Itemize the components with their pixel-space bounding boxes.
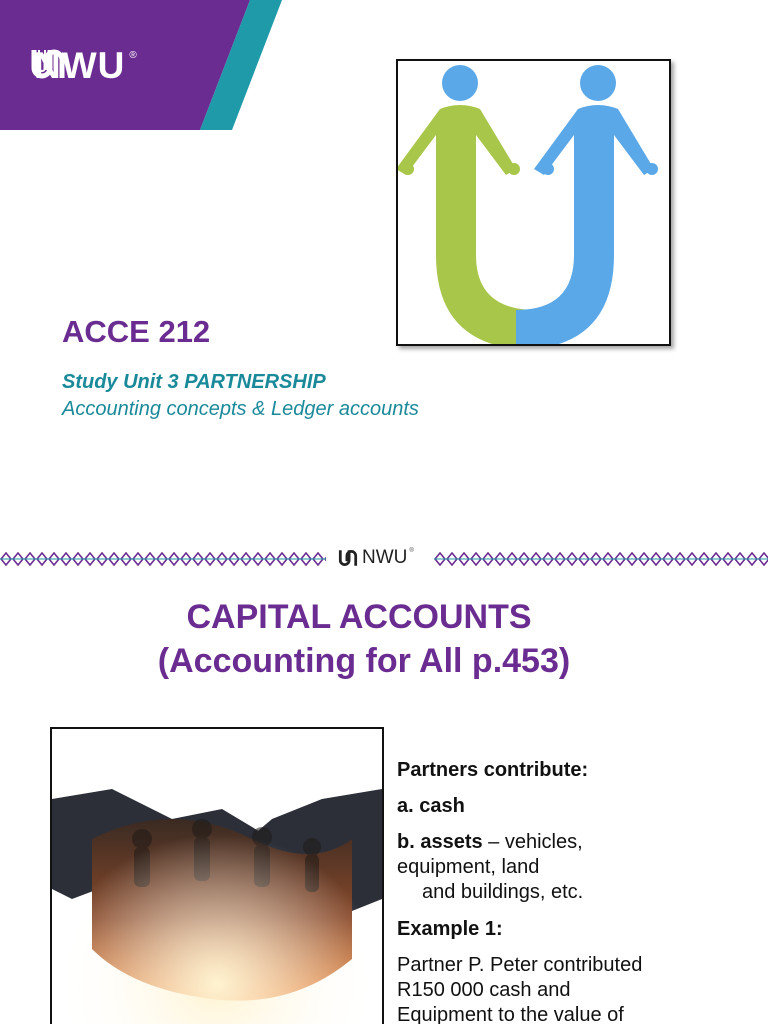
example-line2: R150 000 cash and [397,979,571,1001]
logo-wordmark: NWU [34,45,126,86]
handshake-icon [52,729,382,1024]
course-code: ACCE 212 [62,314,211,349]
registered-mark: ® [409,548,414,554]
item-assets [397,830,583,855]
brand-banner [0,0,290,130]
nwu-emblem-icon [28,44,68,84]
slide-title-line1: CAPITAL ACCOUNTS [186,598,532,636]
handshake-image [50,727,384,1024]
logo-wordmark: NWU [362,547,408,568]
capital-accounts-slide [0,512,768,1024]
nwu-emblem-icon [337,547,359,569]
nwu-logo [28,44,137,88]
item-assets-label: b. assets [397,831,483,853]
two-people-u-icon [398,61,669,344]
example-line3: Equipment to the value of [397,1004,624,1024]
slide-title-line2: (Accounting for All p.453) [157,642,571,680]
unit-subtitle: Accounting concepts & Ledger accounts [62,398,419,420]
registered-mark: ® [129,50,137,61]
contribute-heading: Partners contribute: [397,759,589,781]
item-cash: a. cash [397,795,465,817]
item-assets-rest: – vehicles, [482,831,583,853]
example-line1: Partner P. Peter contributed [397,954,643,976]
nwu-mini-logo [337,545,414,571]
partnership-illustration [396,59,671,346]
decorative-pattern-right [434,552,768,566]
decorative-pattern-left [0,552,326,566]
item-assets-line2: equipment, land [397,856,540,878]
unit-title: Study Unit 3 PARTNERSHIP [62,371,326,393]
item-assets-line3: and buildings, etc. [422,881,584,903]
example-heading: Example 1: [397,918,503,940]
